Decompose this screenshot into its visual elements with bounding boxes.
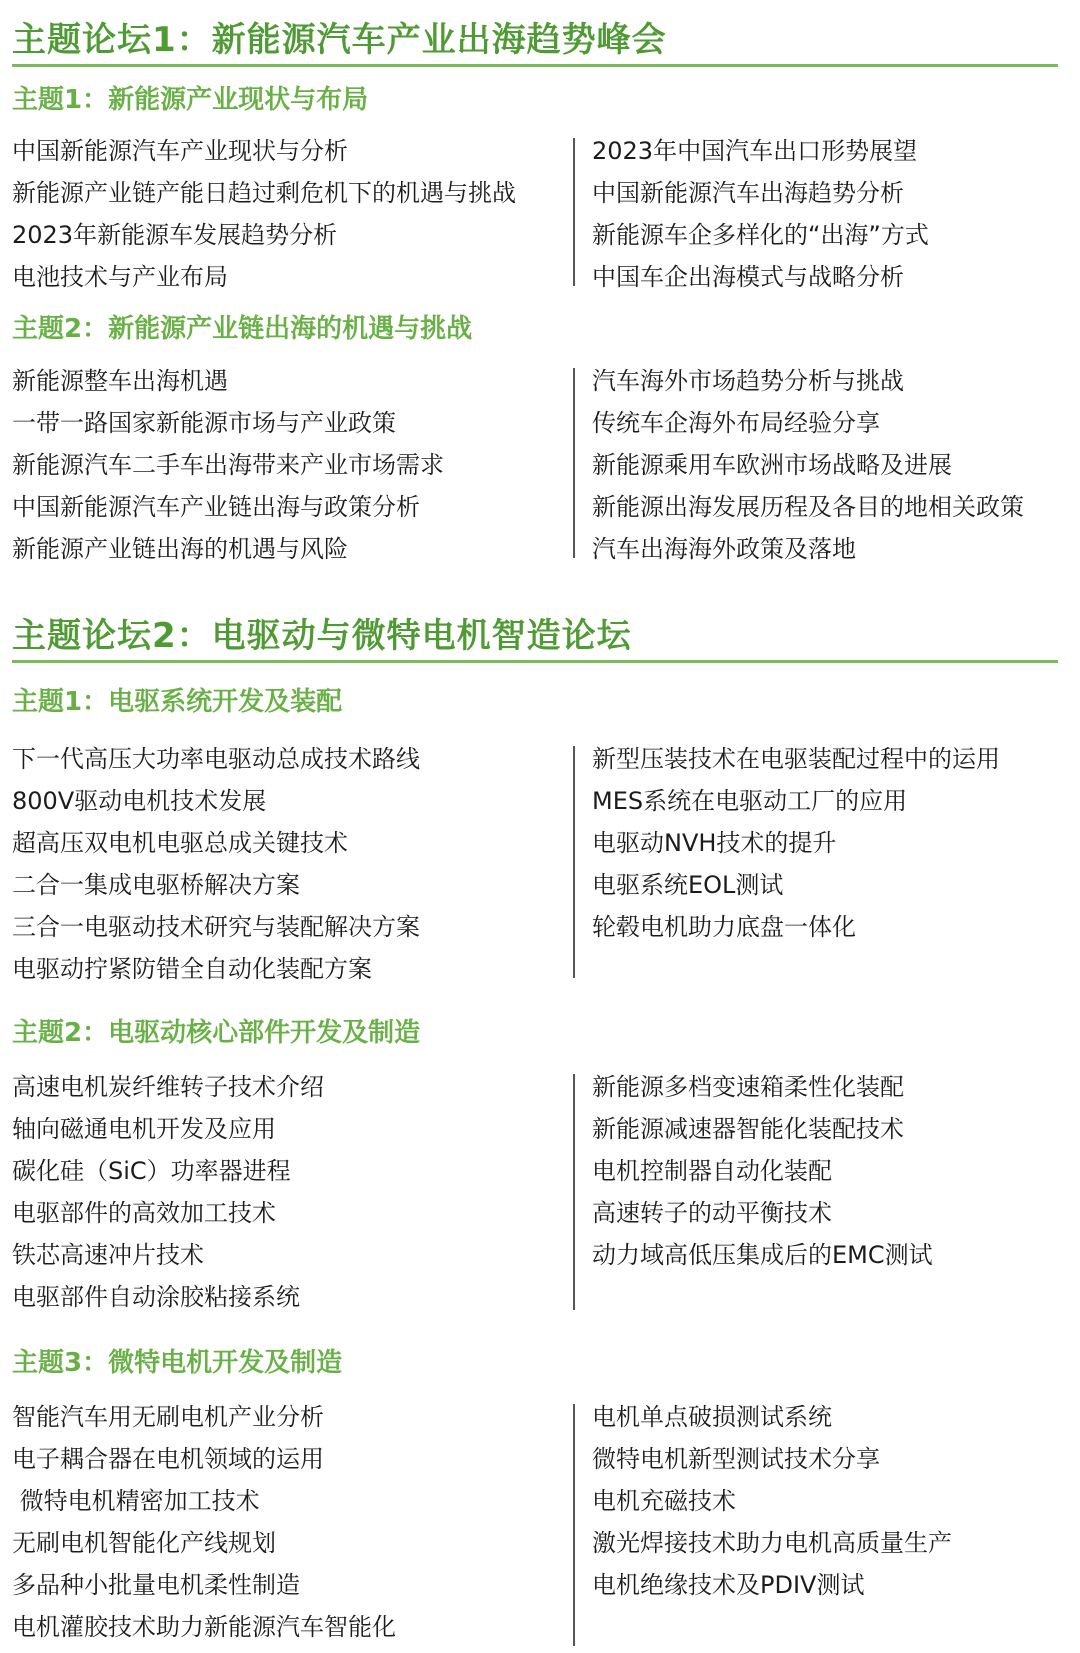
column-divider (573, 368, 575, 558)
list-item: 电机单点破损测试系统 (592, 1403, 832, 1431)
list-item: 二合一集成电驱桥解决方案 (12, 871, 300, 899)
list-item: 微特电机新型测试技术分享 (592, 1445, 880, 1473)
list-item: 2023年中国汽车出口形势展望 (592, 137, 918, 165)
list-item: MES系统在电驱动工厂的应用 (592, 787, 908, 815)
forum1-topic1-right-list (592, 130, 1068, 298)
list-item: 智能汽车用无刷电机产业分析 (12, 1403, 324, 1431)
list-item: 新能源汽车二手车出海带来产业市场需求 (12, 451, 444, 479)
list-item: 新能源整车出海机遇 (12, 367, 228, 395)
list-item: 微特电机精密加工技术 (12, 1487, 260, 1515)
list-item: 新能源产业链出海的机遇与风险 (12, 535, 348, 563)
list-item: 中国新能源汽车出海趋势分析 (592, 179, 904, 207)
forum1-divider (12, 64, 1058, 67)
list-item: 电机控制器自动化装配 (592, 1157, 832, 1185)
list-item: 轴向磁通电机开发及应用 (12, 1115, 276, 1143)
list-item: 2023年新能源车发展趋势分析 (12, 221, 338, 249)
list-item: 新型压装技术在电驱装配过程中的运用 (592, 745, 1000, 773)
column-divider (573, 138, 575, 286)
forum2-topic1-left-list (12, 738, 572, 990)
list-item: 三合一电驱动技术研究与装配解决方案 (12, 913, 420, 941)
forum2-topic3-right-list (592, 1396, 1068, 1606)
forum2-topic3-title: 主题3：微特电机开发及制造 (12, 1348, 343, 1378)
list-item: 新能源车企多样化的“出海”方式 (592, 221, 929, 249)
list-item: 传统车企海外布局经验分享 (592, 409, 880, 437)
forum1-topic1-left-list (12, 130, 572, 298)
list-item: 动力域高低压集成后的EMC测试 (592, 1241, 933, 1269)
column-divider (573, 1404, 575, 1646)
list-item: 汽车出海海外政策及落地 (592, 535, 856, 563)
forum1-topic2-left-list (12, 360, 572, 570)
list-item: 新能源减速器智能化装配技术 (592, 1115, 904, 1143)
list-item: 无刷电机智能化产线规划 (12, 1529, 276, 1557)
list-item: 电驱系统EOL测试 (592, 871, 784, 899)
list-item: 多品种小批量电机柔性制造 (12, 1571, 300, 1599)
list-item: 800V驱动电机技术发展 (12, 787, 267, 815)
column-divider (573, 746, 575, 978)
list-item: 中国新能源汽车产业链出海与政策分析 (12, 493, 420, 521)
list-item: 新能源乘用车欧洲市场战略及进展 (592, 451, 952, 479)
forum2-topic2-left-list (12, 1066, 572, 1318)
list-item: 电驱部件的高效加工技术 (12, 1199, 276, 1227)
forum1-topic1-title: 主题1：新能源产业现状与布局 (12, 85, 369, 115)
forum1-title: 主题论坛1：新能源汽车产业出海趋势峰会 (12, 20, 667, 60)
list-item: 电池技术与产业布局 (12, 263, 228, 291)
forum2-title: 主题论坛2：电驱动与微特电机智造论坛 (12, 616, 632, 656)
list-item: 电驱动NVH技术的提升 (592, 829, 837, 857)
list-item: 汽车海外市场趋势分析与挑战 (592, 367, 904, 395)
list-item: 电机充磁技术 (592, 1487, 736, 1515)
forum2-topic2-title: 主题2：电驱动核心部件开发及制造 (12, 1018, 421, 1048)
forum2-topic3-left-list (12, 1396, 572, 1648)
forum2-topic1-right-list (592, 738, 1068, 948)
list-item: 高速转子的动平衡技术 (592, 1199, 832, 1227)
list-item: 高速电机炭纤维转子技术介绍 (12, 1073, 324, 1101)
list-item: 新能源多档变速箱柔性化装配 (592, 1073, 904, 1101)
list-item: 碳化硅（SiC）功率器进程 (12, 1157, 291, 1185)
forum2-topic2-right-list (592, 1066, 1068, 1276)
list-item: 中国车企出海模式与战略分析 (592, 263, 904, 291)
list-item: 电驱动拧紧防错全自动化装配方案 (12, 955, 372, 983)
forum1-topic2-title: 主题2：新能源产业链出海的机遇与挑战 (12, 314, 473, 344)
column-divider (573, 1074, 575, 1310)
list-item: 新能源产业链产能日趋过剩危机下的机遇与挑战 (12, 179, 516, 207)
forum2-divider (12, 660, 1058, 663)
forum2-topic1-title: 主题1：电驱系统开发及装配 (12, 687, 343, 717)
list-item: 铁芯高速冲片技术 (12, 1241, 204, 1269)
list-item: 下一代高压大功率电驱动总成技术路线 (12, 745, 420, 773)
list-item: 电机绝缘技术及PDIV测试 (592, 1571, 865, 1599)
list-item: 一带一路国家新能源市场与产业政策 (12, 409, 396, 437)
list-item: 中国新能源汽车产业现状与分析 (12, 137, 348, 165)
list-item: 电机灌胶技术助力新能源汽车智能化 (12, 1613, 396, 1641)
list-item: 新能源出海发展历程及各目的地相关政策 (592, 493, 1024, 521)
list-item: 轮毂电机助力底盘一体化 (592, 913, 856, 941)
list-item: 电驱部件自动涂胶粘接系统 (12, 1283, 300, 1311)
forum1-topic2-right-list (592, 360, 1068, 570)
list-item: 激光焊接技术助力电机高质量生产 (592, 1529, 952, 1557)
list-item: 超高压双电机电驱总成关键技术 (12, 829, 348, 857)
list-item: 电子耦合器在电机领域的运用 (12, 1445, 324, 1473)
